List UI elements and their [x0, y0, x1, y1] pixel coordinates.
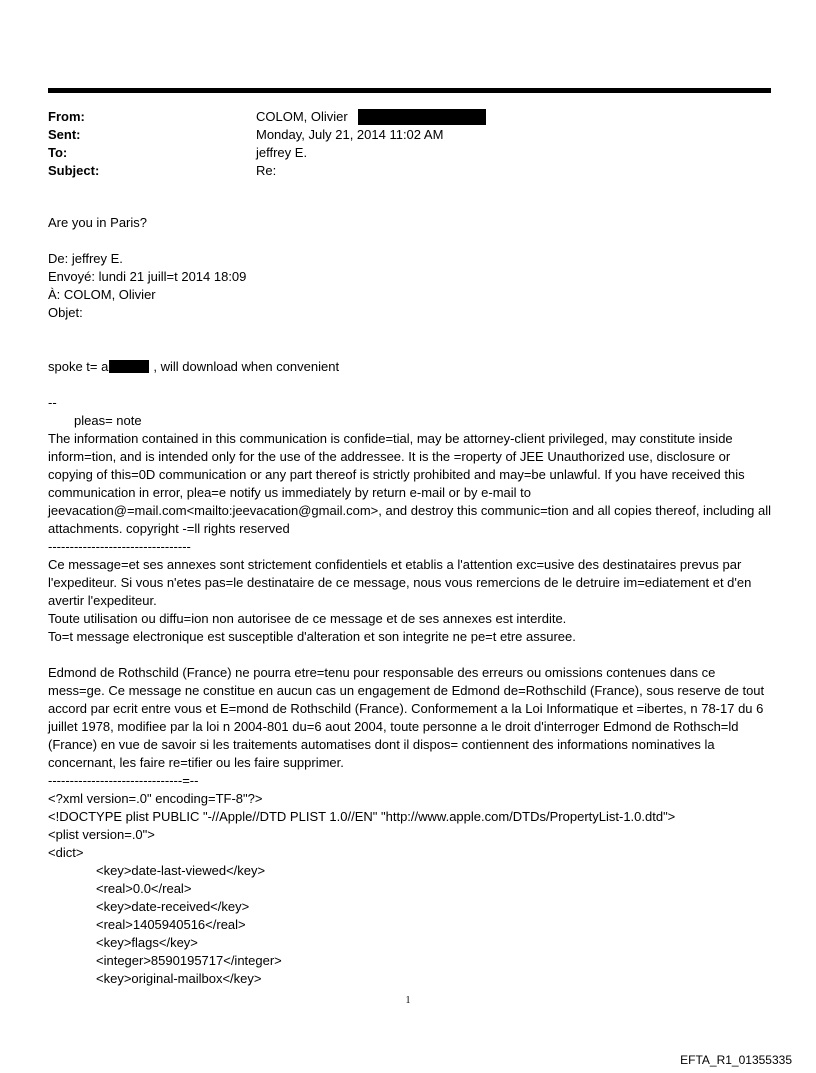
from-value: COLOM, Olivier — [256, 109, 348, 124]
to-label: To: — [48, 145, 68, 160]
page-number: 1 — [405, 995, 411, 1006]
disclaimer-french-4: Edmond de Rothschild (France) ne pourra etre=tenu pour responsable des erreurs ou omissions contenues dans ce mess=ge. Ce message ne constitue en aucun cas un engagement de Edmond de=Rothschild (France), sous reserve de tout accord par ecrit entre vous et E=mond de Rothschild (France). Conformement a la Loi Informatique et =ibertes, n 78-17 du 6 juillet 1978, modifiee par la loi n 2004-801 du=6 aout 2004, toute personne a le droit d'interroger Edmond de Rothsch=ld (France) en vue de savoir si les traitements automatises dont il dispos= contiennent des informations nominatives la concernant, les faire re=tifier ou les faire supprimer. — [48, 665, 765, 770]
xml-inner-line: <integer>8590195717</integer> — [96, 953, 282, 968]
dash-separator: --------------------------------- — [48, 539, 191, 554]
xml-line: <dict> — [48, 845, 84, 860]
spoke-line — [48, 358, 772, 376]
to-value: jeffrey E. — [256, 145, 308, 160]
sent-value: Monday, July 21, 2014 11:02 AM — [256, 127, 444, 142]
redaction-inline — [109, 360, 149, 373]
please-note: pleas= note — [74, 413, 142, 428]
dash-separator-2: -------------------------------=-- — [48, 773, 199, 788]
sent-label: Sent: — [48, 127, 81, 142]
email-body — [48, 214, 772, 988]
xml-line: <plist version=.0"> — [48, 827, 155, 842]
quoted-subject: Objet: — [48, 305, 83, 320]
subject-row — [48, 162, 748, 180]
redaction-bar — [358, 109, 486, 125]
disclaimer-french-1: Ce message=et ses annexes sont strictement confidentiels et etablis a l'attention exc=usive des destinataires prevus par l'expediteur. Si vous n'etes pas=le destinataire de ce message, nous vous remercions de le detruire im=ediatement et d'en avertir l'expediteur. — [48, 557, 752, 608]
xml-inner-line: <real>1405940516</real> — [96, 917, 246, 932]
from-label: From: — [48, 109, 85, 124]
xml-line: <!DOCTYPE plist PUBLIC "-//Apple//DTD PLIST 1.0//EN" "http://www.apple.com/DTDs/PropertyList-1.0.dtd"> — [48, 809, 676, 824]
sent-row — [48, 126, 748, 144]
greeting: Are you in Paris? — [48, 215, 147, 230]
disclaimer-french-3: To=t message electronique est susceptible d'alteration et son integrite ne pe=t etre assuree. — [48, 629, 576, 644]
disclaimer-english: The information contained in this communication is confide=tial, may be attorney-client privileged, may constitute inside inform=tion, and is intended only for the use of the addressee. It is the =roperty of JEE Unauthorized use, disclosure or copying of this=0D communication or any part thereof is strictly prohibited and may=be unlawful. If you have received this communication in error, plea=e notify us immediately by return e-mail or by e-mail to jeevacation@=mail.com<mailto:jeevacation@gmail.com>, and destroy this communic=tion and all copies thereof, including all attachments. copyright -=ll rights reserved — [48, 431, 771, 536]
quoted-sent: Envoyé: lundi 21 juill=t 2014 18:09 — [48, 269, 247, 284]
xml-inner-line: <real>0.0</real> — [96, 881, 192, 896]
signature-separator: -- — [48, 395, 57, 410]
xml-inner-line: <key>original-mailbox</key> — [96, 971, 262, 986]
quoted-from: De: jeffrey E. — [48, 251, 123, 266]
spoke-prefix: spoke t= a — [48, 359, 109, 374]
from-row — [48, 108, 748, 126]
subject-value: Re: — [256, 163, 277, 178]
to-row — [48, 144, 748, 162]
quoted-to: À: COLOM, Olivier — [48, 287, 156, 302]
bates-number: EFTA_R1_01355335 — [680, 1053, 792, 1067]
xml-line: <?xml version=.0" encoding=TF-8"?> — [48, 791, 263, 806]
xml-inner-line: <key>flags</key> — [96, 935, 198, 950]
email-header — [48, 108, 748, 180]
header-rule — [48, 88, 771, 93]
spoke-suffix: , will download when convenient — [153, 359, 340, 374]
subject-label: Subject: — [48, 163, 100, 178]
xml-inner-line: <key>date-last-viewed</key> — [96, 863, 266, 878]
xml-inner-line: <key>date-received</key> — [96, 899, 250, 914]
disclaimer-french-2: Toute utilisation ou diffu=ion non autorisee de ce message et de ses annexes est interdite. — [48, 611, 567, 626]
